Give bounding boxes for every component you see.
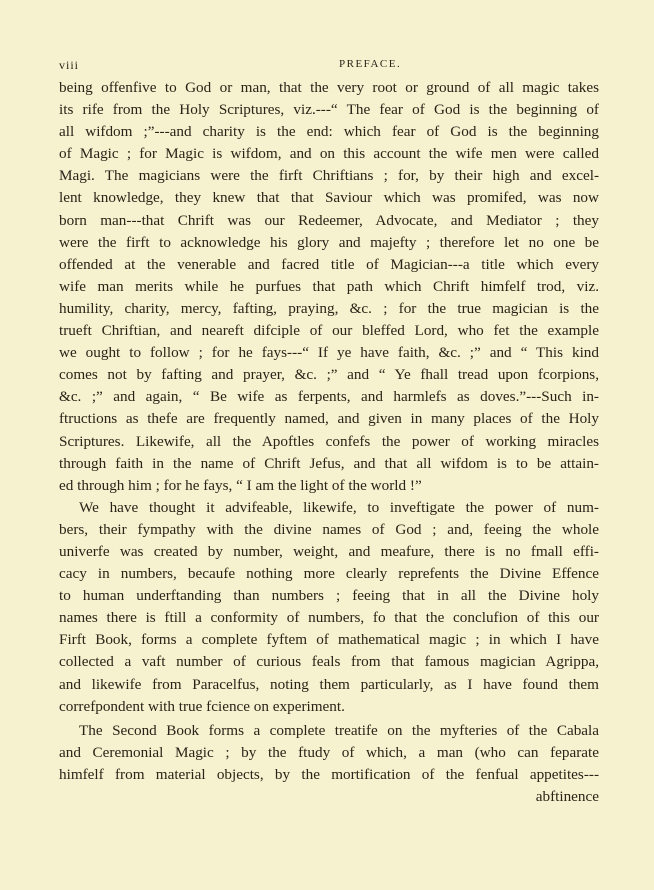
text-line: of Magic ; for Magic is wifdom, and on this account the wife men were called xyxy=(59,145,599,163)
text-line: The Second Book forms a complete treatife on the myfteries of the Cabala xyxy=(79,721,599,739)
text-line: were the firft to acknowledge his glory and majefty ; therefore let no one be xyxy=(59,233,599,251)
text-line: correfpondent with true fcience on experiment. xyxy=(59,697,345,715)
text-line: trueft Chriftian, and neareft difciple of our bleffed Lord, who fet the example xyxy=(59,322,599,340)
catchword: abftinence xyxy=(535,788,599,805)
text-line: and Ceremonial Magic ; by the ftudy of which, a man (who can feparate xyxy=(59,743,599,761)
text-line: Scriptures. Likewife, all the Apoftles confefs the power of working miracles xyxy=(59,432,599,450)
text-line: all wifdom ;”---and charity is the end: which fear of God is the beginning xyxy=(59,123,599,141)
text-line: we ought to follow ; for he fays---“ If ye have faith, &c. ;” and “ This kind xyxy=(59,344,599,362)
text-line: to human underftanding than numbers ; feeing that in all the Divine holy xyxy=(59,587,599,605)
page-header xyxy=(59,58,599,78)
paragraph xyxy=(59,77,599,497)
body-text xyxy=(59,77,599,808)
text-line: lent knowledge, they knew that that Saviour which was promifed, was now xyxy=(59,189,599,207)
text-line: born man---that Chrift was our Redeemer, Advocate, and Mediator ; they xyxy=(59,211,599,229)
text-line: and likewife from Paracelfus, noting them particularly, as I have found them xyxy=(59,675,599,693)
text-line: its rife from the Holy Scriptures, viz.---“ The fear of God is the beginning of xyxy=(59,101,599,119)
text-line: offended at the venerable and facred title of Magician---a title which every xyxy=(59,255,599,273)
text-line: bers, their fympathy with the divine names of God ; and, feeing the whole xyxy=(59,520,599,538)
paragraph xyxy=(59,720,599,786)
text-line: himfelf from material objects, by the mortification of the fenfual appetites--- xyxy=(59,765,599,783)
text-line: names there is ftill a conformity of numbers, fo that the conclufion of this our xyxy=(59,609,599,627)
text-line: through faith in the name of Chrift Jefus, and that all wifdom is to be attain- xyxy=(59,454,599,472)
text-line: univerfe was created by number, weight, and meafure, there is no fmall effi- xyxy=(59,542,599,560)
text-line: Magi. The magicians were the firft Chriftians ; for, by their high and excel- xyxy=(59,167,599,185)
text-line: &c. ;” and again, “ Be wife as ferpents, and harmlefs as doves.”---Such in- xyxy=(59,388,599,406)
text-line: humility, charity, mercy, fafting, praying, &c. ; for the true magician is the xyxy=(59,299,599,317)
text-line: wife man merits while he purfues that path which Chrift himfelf trod, viz. xyxy=(59,277,599,295)
text-line: ed through him ; for he fays, “ I am the light of the world !” xyxy=(59,476,422,494)
text-line: comes not by fafting and prayer, &c. ;” and “ Ye fhall tread upon fcorpions, xyxy=(59,366,599,384)
text-line: collected a vaft number of curious feals from that famous magician Agrippa, xyxy=(59,653,599,671)
text-line: ftructions as thefe are frequently named, and given in many places of the Holy xyxy=(59,410,599,428)
text-line: Firft Book, forms a complete fyftem of mathematical magic ; in which I have xyxy=(59,631,599,649)
running-title: PREFACE. xyxy=(339,58,402,70)
page-number: viii xyxy=(59,58,80,72)
text-line: cacy in numbers, becaufe nothing more clearly reprefents the Divine Effence xyxy=(59,565,599,583)
text-line: We have thought it advifeable, likewife, to inveftigate the power of num- xyxy=(79,498,599,516)
paragraph xyxy=(59,497,599,718)
text-line: being offenfive to God or man, that the very root or ground of all magic takes xyxy=(59,79,599,96)
